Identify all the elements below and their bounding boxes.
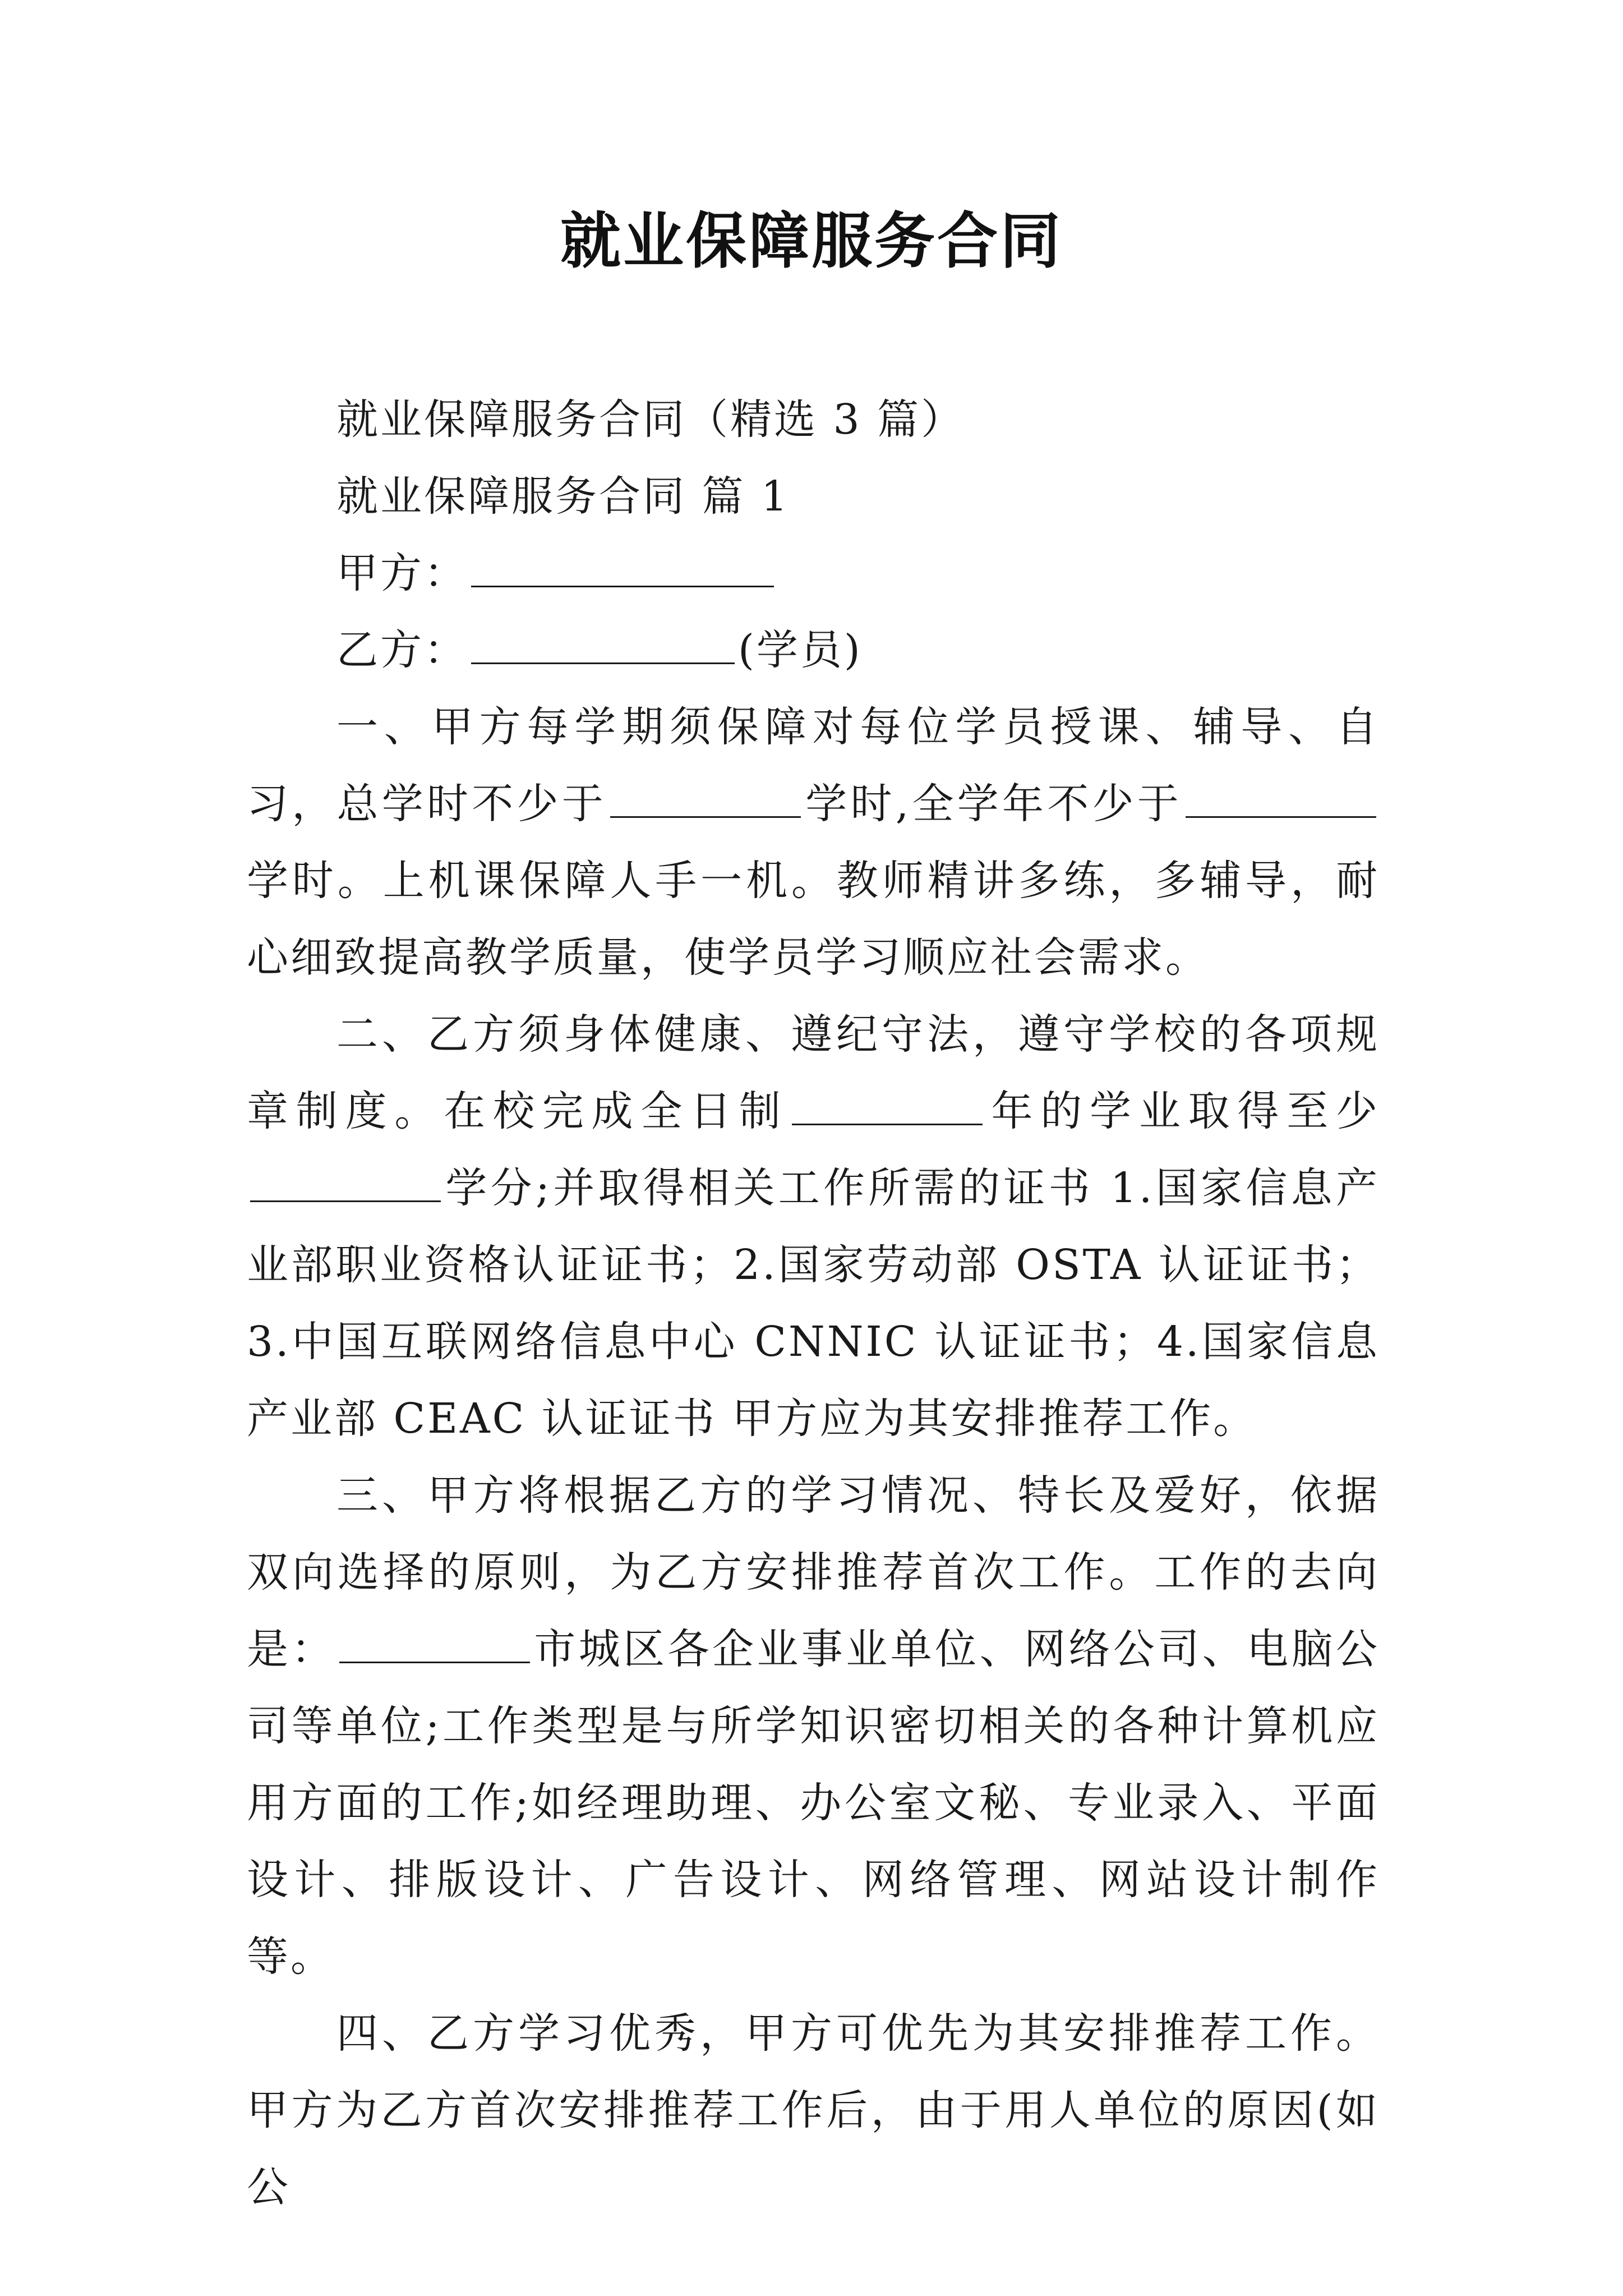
clause-3-blank-1 [339, 1620, 530, 1663]
section-heading: 就业保障服务合同 篇 1 [336, 472, 790, 521]
party-b-suffix: (学员) [738, 626, 863, 674]
clause-4 [247, 1995, 1380, 2226]
clause-1-blank-1 [610, 775, 801, 818]
clause-1-blank-2 [1186, 775, 1376, 818]
clause-1 [247, 689, 1380, 996]
party-b-line [247, 612, 1380, 689]
clause-2-blank-2 [250, 1159, 441, 1202]
document-title: 就业保障服务合同 [560, 206, 1063, 277]
party-a-blank [471, 544, 774, 587]
clause-1-text-a: 一、甲方每学期须保障对每位学员授课、辅导、自习，总学时不少于 [247, 703, 1380, 828]
clause-2-text-b: 年的学业取得至少 [985, 1087, 1380, 1135]
clause-1-text-c: 学时。上机课保障人手一机。教师精讲多练，多辅导，耐心细致提高教学质量，使学员学习顺应社会需求。 [247, 857, 1380, 982]
document-body [247, 381, 1380, 2226]
party-a-label: 甲方： [336, 549, 468, 597]
party-b-label: 乙方： [336, 626, 468, 674]
subtitle: 就业保障服务合同（精选 3 篇） [336, 395, 965, 444]
clause-4-text: 四、乙方学习优秀，甲方可优先为其安排推荐工作。甲方为乙方首次安排推荐工作后，由于用人单位的原因(如公 [247, 2009, 1380, 2211]
clause-2-text-a: 二、乙方须身体健康、遵纪守法，遵守学校的各项规章制度。在校完成全日制 [247, 1010, 1380, 1135]
clause-2-text-c: 学分;并取得相关工作所需的证书 1.国家信息产业部职业资格认证证书；2.国家劳动部 OSTA 认证证书；3.中国互联网络信息中心 CNNIC 认证证书；4.国家信息产业部 CEAC 认证证书 甲方应为其安排推荐工作。 [247, 1164, 1380, 1443]
clause-3 [247, 1457, 1380, 1995]
party-a-line [247, 535, 1380, 612]
clause-2 [247, 996, 1380, 1457]
party-b-blank [471, 621, 735, 664]
clause-3-text-a: 三、甲方将根据乙方的学习情况、特长及爱好，依据双向选择的原则，为乙方安排推荐首次工作。工作的去向是： [247, 1471, 1380, 1673]
clause-3-text-b: 市城区各企业事业单位、网络公司、电脑公司等单位;工作类型是与所学知识密切相关的各种计算机应用方面的工作;如经理助理、办公室文秘、专业录入、平面设计、排版设计、广告设计、网络管理、网站设计制作等。 [247, 1625, 1380, 1981]
clause-2-blank-1 [792, 1082, 983, 1125]
clause-1-text-b: 学时,全学年不少于 [804, 780, 1183, 828]
